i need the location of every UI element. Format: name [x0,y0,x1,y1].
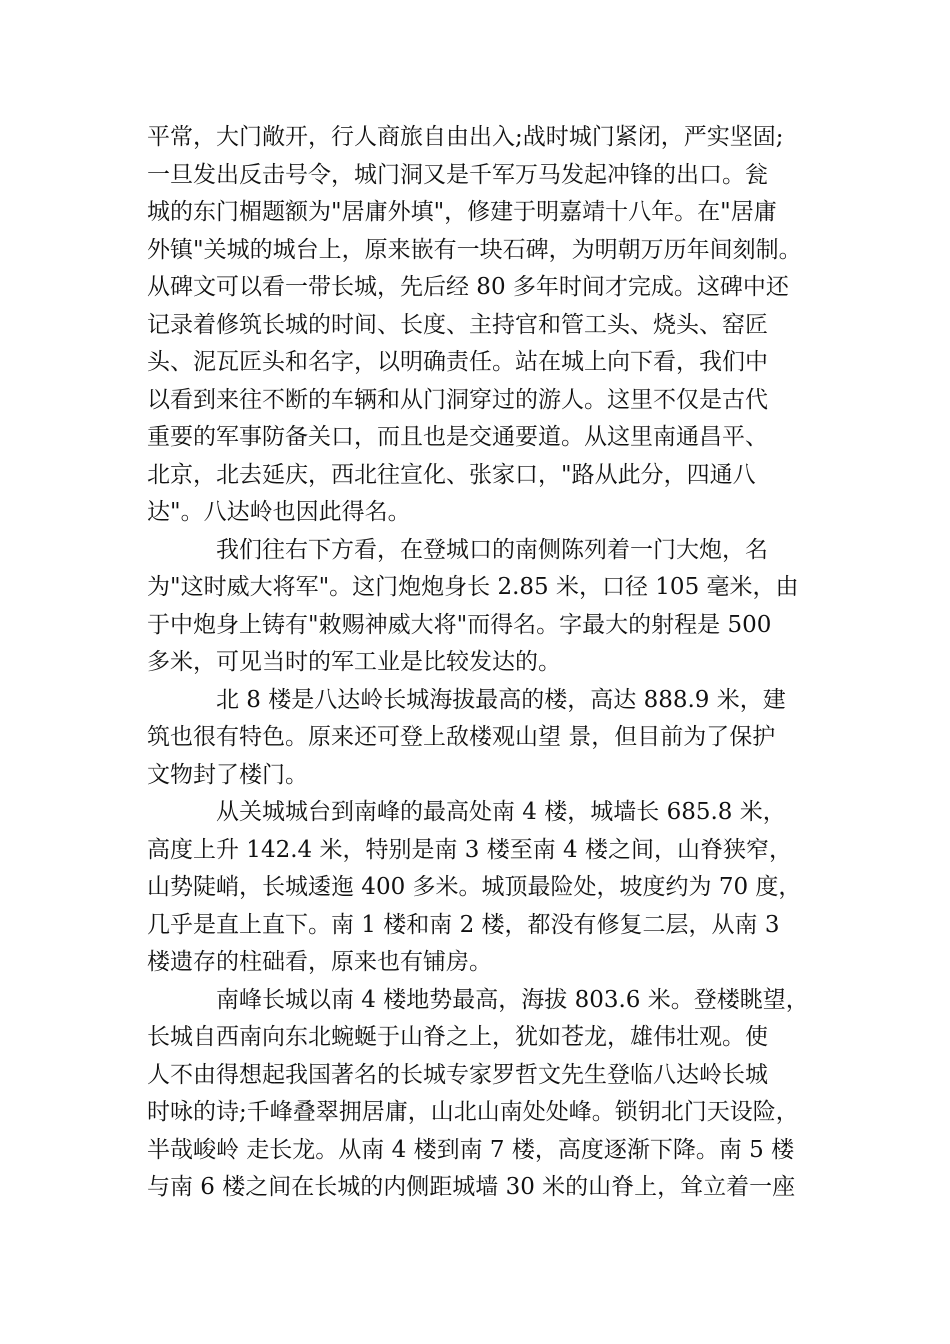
text-line: 楼遗存的柱础看，原来也有铺房。 [147,949,492,975]
text-line: 多米，可见当时的军工业是比较发达的。 [147,649,561,675]
text-line: 记录着修筑长城的时间、长度、主持官和管工头、烧头、窑匠 [147,311,768,338]
text-line: 北 8 楼是八达岭长城海拔最高的楼，高达 888.9 米，建 [216,686,786,713]
document-body [147,119,817,1207]
text-line: 头、泥瓦匠头和名字，以明确责任。站在城上向下看，我们中 [147,349,768,375]
text-line: 以看到来往不断的车辆和从门洞穿过的游人。这里不仅是古代 [147,386,768,413]
text-line: 筑也很有特色。原来还可登上敌楼观山望 景，但目前为了保护 [147,724,776,750]
text-line: 北京，北去延庆，西北往宣化、张家口，"路从此分，四通八 [147,461,756,488]
text-line: 外镇"关城的城台上，原来嵌有一块石碑，为明朝万历年间刻制。 [147,236,802,263]
text-line: 一旦发出反击号令，城门洞又是千军万马发起冲锋的出口。瓮 [147,161,768,188]
text-line: 几乎是直上直下。南 1 楼和南 2 楼，都没有修复二层，从南 3 [147,911,780,938]
paragraph [147,794,817,982]
text-line: 达"。八达岭也因此得名。 [147,499,411,525]
text-line: 文物封了楼门。 [147,761,308,788]
text-line: 从碑文可以看一带长城，先后经 80 多年时间才完成。这碑中还 [147,274,789,300]
text-line: 高度上升 142.4 米，特别是南 3 楼至南 4 楼之间，山脊狭窄， [147,836,792,863]
text-line: 半哉峻岭 走长龙。从南 4 楼到南 7 楼，高度逐渐下降。南 5 楼 [147,1136,795,1163]
text-line: 我们往右下方看，在登城口的南侧陈列着一门大炮，名 [216,536,768,563]
text-line: 重要的军事防备关口，而且也是交通要道。从这里南通昌平、 [147,424,768,450]
paragraph [147,119,817,532]
paragraph [147,532,817,682]
text-line: 于中炮身上铸有"敕赐神威大将"而得名。字最大的射程是 500 [147,611,772,638]
text-line: 平常，大门敞开，行人商旅自由出入;战时城门紧闭，严实坚固; [147,124,784,150]
text-line: 为"这时威大将军"。这门炮炮身长 2.85 米，口径 105 毫米，由 [147,574,799,600]
text-line: 长城自西南向东北蜿蜒于山脊之上，犹如苍龙，雄伟壮观。使 [147,1024,768,1050]
paragraph [147,682,817,795]
text-line: 人不由得想起我国著名的长城专家罗哲文先生登临八达岭长城 [147,1061,768,1088]
text-line: 时咏的诗;千峰叠翠拥居庸，山北山南处处峰。锁钥北门天设险， [147,1099,799,1125]
text-line: 城的东门楣题额为"居庸外填"，修建于明嘉靖十八年。在"居庸 [147,199,777,225]
paragraph [147,982,817,1207]
text-line: 从关城城台到南峰的最高处南 4 楼，城墙长 685.8 米， [216,799,786,825]
text-line: 山势陡峭，长城逶迤 400 多米。城顶最险处，坡度约为 70 度， [147,874,802,900]
text-line: 南峰长城以南 4 楼地势最高，海拔 803.6 米。登楼眺望， [216,986,809,1013]
text-line: 与南 6 楼之间在长城的内侧距城墙 30 米的山脊上，耸立着一座 [147,1174,796,1200]
